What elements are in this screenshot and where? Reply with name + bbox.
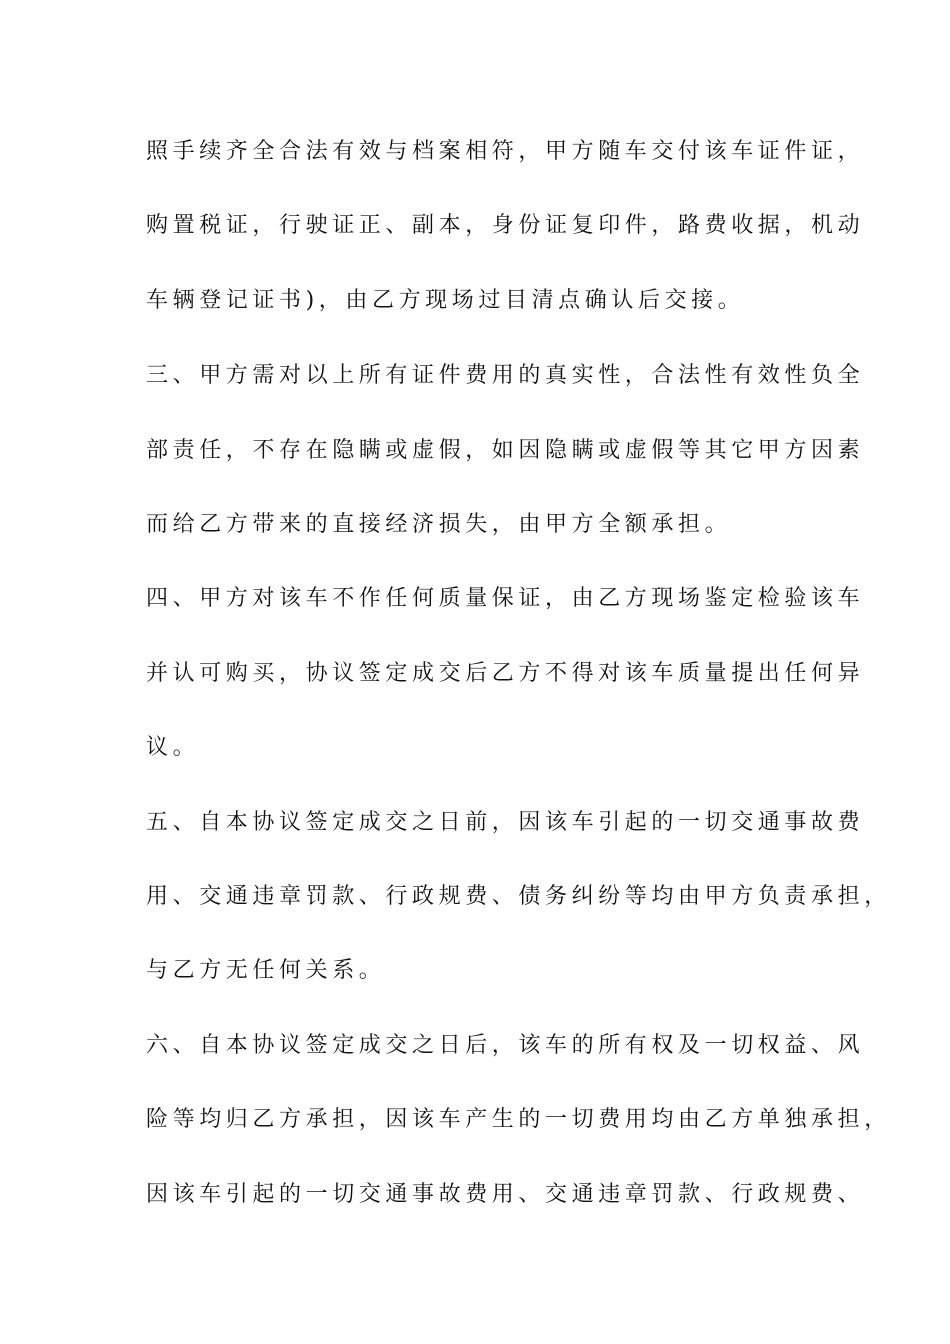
text-line: 议。 [146, 735, 200, 760]
text-line: 因该车引起的一切交通事故费用、交通违章罚款、行政规费、 [146, 1182, 865, 1207]
text-line: 照手续齐全合法有效与档案相符，甲方随车交付该车证件证， [146, 139, 865, 164]
text-line: 三、甲方需对以上所有证件费用的真实性，合法性有效性负全 [146, 363, 865, 388]
text-line: 而给乙方带来的直接经济损失，由甲方全额承担。 [146, 512, 732, 537]
text-line: 险等均归乙方承担，因该车产生的一切费用均由乙方单独承担， [146, 1107, 891, 1132]
text-line: 六、自本协议签定成交之日后，该车的所有权及一切权益、风 [146, 1033, 865, 1058]
text-line: 用、交通违章罚款、行政规费、债务纠纷等均由甲方负责承担， [146, 884, 891, 909]
text-line: 车辆登记证书)，由乙方现场过目清点确认后交接。 [146, 288, 745, 313]
text-line: 并认可购买，协议签定成交后乙方不得对该车质量提出任何异 [146, 661, 865, 686]
text-line: 五、自本协议签定成交之日前，因该车引起的一切交通事故费 [146, 810, 865, 835]
text-line: 四、甲方对该车不作任何质量保证，由乙方现场鉴定检验该车 [146, 586, 865, 611]
text-line: 部责任，不存在隐瞒或虚假，如因隐瞒或虚假等其它甲方因素 [146, 438, 865, 463]
text-line: 购置税证，行驶证正、副本，身份证复印件，路费收据，机动 [146, 213, 865, 238]
text-line: 与乙方无任何关系。 [146, 958, 386, 983]
